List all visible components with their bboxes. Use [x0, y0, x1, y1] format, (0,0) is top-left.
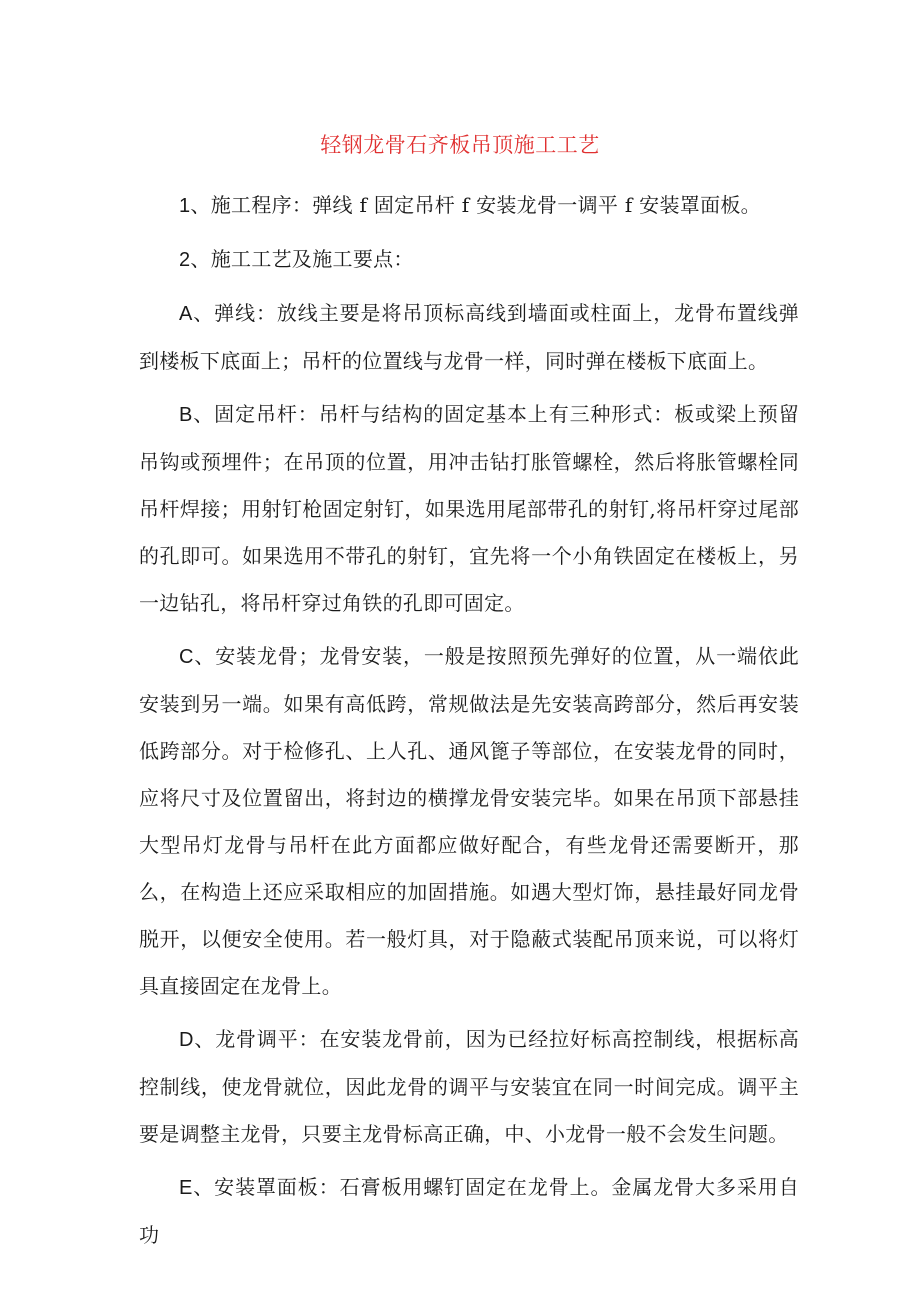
paragraph-text: 安装罩面板：石膏板用螺钉固定在龙骨上。金属龙骨大多采用自功	[139, 1175, 799, 1247]
paragraph-text: 施工工艺及施工要点：	[210, 247, 414, 271]
paragraph-marker: E、	[179, 1177, 215, 1199]
paragraph-marker: 2、	[179, 249, 211, 271]
paragraph-procedure	[139, 182, 799, 230]
paragraph-text: 龙骨调平：在安装龙骨前，因为已经拉好标高控制线，根据标高控制线，使龙骨就位，因此龙骨的调平与安装宜在同一时间完成。调平主要是调整主龙骨，只要主龙骨标高正确，中、小龙骨一般不会发生问题。	[139, 1027, 799, 1146]
paragraph-marker: C、	[179, 646, 216, 668]
paragraph-install-panel	[139, 1164, 799, 1259]
paragraph-marker: D、	[179, 1029, 216, 1051]
document-body	[139, 182, 799, 1259]
paragraph-marker: B、	[179, 404, 215, 426]
paragraph-keel-leveling	[139, 1016, 799, 1158]
paragraph-text: 安装龙骨；龙骨安装，一般是按照预先弹好的位置，从一端依此安装到另一端。如果有高低跨，常规做法是先安装高跨部分，然后再安装低跨部分。对于检修孔、上人孔、通风篦子等部位，在安装龙骨的同时，应将尺寸及位置留出，将封边的横撑龙骨安装完毕。如果在吊顶下部悬挂大型吊灯龙骨与吊杆在此方面都应做好配合，有些龙骨还需要断开，那么，在构造上还应采取相应的加固措施。如遇大型灯饰，悬挂最好同龙骨脱开，以便安全使用。若一般灯具，对于隐蔽式装配吊顶来说，可以将灯具直接固定在龙骨上。	[139, 644, 799, 998]
paragraph-text: 固定吊杆：吊杆与结构的固定基本上有三种形式：板或梁上预留吊钩或预埋件；在吊顶的位置，用冲击钻打胀管螺栓，然后将胀管螺栓同吊杆焊接；用射钉枪固定射钉，如果选用尾部带孔的射钉,将吊杆穿过尾部的孔即可。如果选用不带孔的射钉，宜先将一个小角铁固定在楼板上，另一边钻孔，将吊杆穿过角铁的孔即可固定。	[139, 402, 799, 615]
paragraph-text: 弹线：放线主要是将吊顶标高线到墙面或柱面上，龙骨布置线弹到楼板下底面上；吊杆的位置线与龙骨一样，同时弹在楼板下底面上。	[139, 301, 799, 373]
paragraph-snap-line	[139, 290, 799, 385]
paragraph-key-points	[139, 236, 799, 284]
paragraph-fix-hanger	[139, 391, 799, 627]
paragraph-marker: A、	[179, 303, 215, 325]
paragraph-text: 施工程序：弹线 f 固定吊杆 f 安装龙骨一调平 f 安装罩面板。	[210, 193, 761, 217]
paragraph-marker: 1、	[179, 195, 211, 217]
document-title: 轻钢龙骨石齐板吊顶施工工艺	[320, 133, 600, 157]
paragraph-install-keel	[139, 633, 799, 1010]
